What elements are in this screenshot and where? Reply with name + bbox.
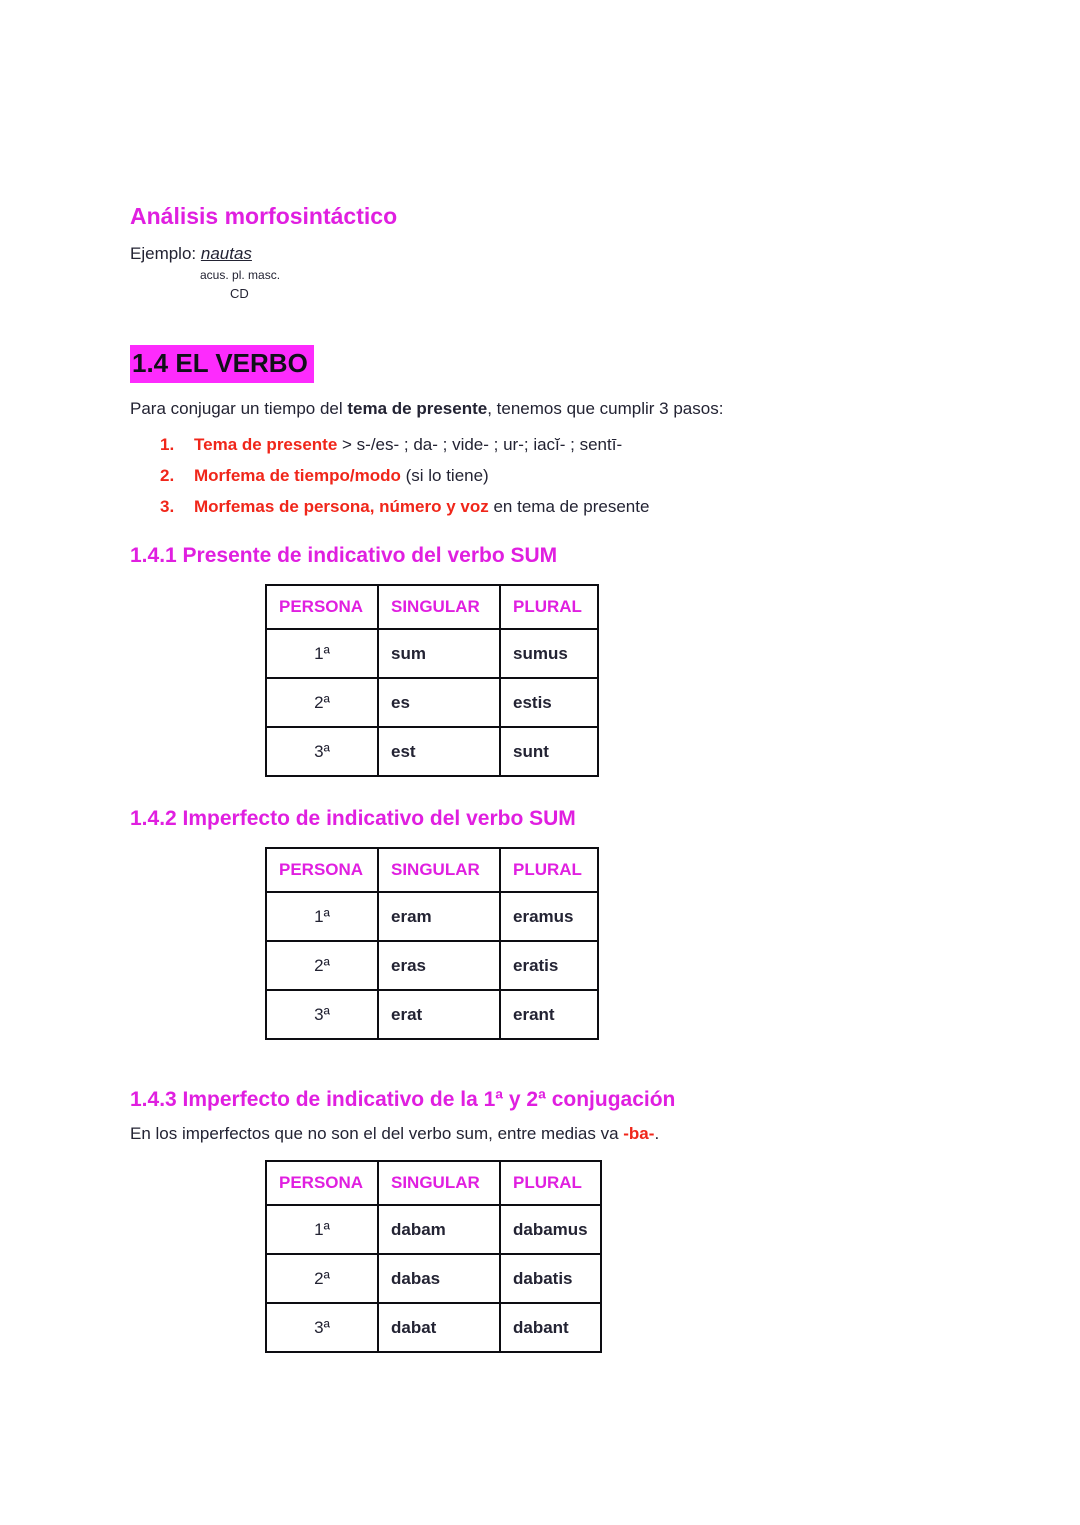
cell-person: 2ª — [266, 1254, 378, 1303]
cell-plural: sumus — [500, 629, 598, 678]
table-row — [266, 1205, 601, 1254]
header-persona: PERSONA — [266, 848, 378, 892]
cell-person: 1ª — [266, 892, 378, 941]
section-heading-highlight: 1.4 EL VERBO — [130, 345, 314, 383]
cell-plural: dabatis — [500, 1254, 601, 1303]
note-post: . — [654, 1124, 660, 1143]
cell-person: 3ª — [266, 990, 378, 1039]
step-number: 2. — [160, 466, 175, 485]
table-header-row — [266, 585, 598, 629]
step-rest: (si lo tiene) — [400, 466, 489, 485]
cell-singular: dabam — [378, 1205, 500, 1254]
header-persona: PERSONA — [266, 585, 378, 629]
table-row — [266, 941, 598, 990]
list-item — [160, 491, 1000, 522]
cell-plural: eratis — [500, 941, 598, 990]
cell-singular: eram — [378, 892, 500, 941]
header-singular: SINGULAR — [378, 1161, 500, 1205]
cell-person: 3ª — [266, 1303, 378, 1352]
note-red: -ba- — [623, 1124, 655, 1143]
list-item — [160, 429, 1000, 460]
subsection-title-141: 1.4.1 Presente de indicativo del verbo SUM — [130, 544, 558, 567]
cell-singular: dabat — [378, 1303, 500, 1352]
example-function: CD — [230, 286, 249, 301]
subsection-title-143: 1.4.3 Imperfecto de indicativo de la 1ª y 2ª conjugación — [130, 1088, 676, 1111]
intro-post: , tenemos que cumplir 3 pasos: — [487, 399, 724, 418]
cell-singular: sum — [378, 629, 500, 678]
table-row — [266, 727, 598, 776]
header-singular: SINGULAR — [378, 848, 500, 892]
table-row — [266, 990, 598, 1039]
table-header-row — [266, 848, 598, 892]
step-number: 1. — [160, 435, 175, 454]
table-row — [266, 892, 598, 941]
table-row — [266, 678, 598, 727]
subsection-title-142: 1.4.2 Imperfecto de indicativo del verbo SUM — [130, 807, 576, 830]
step-rest: en tema de presente — [488, 497, 650, 516]
cell-person: 2ª — [266, 678, 378, 727]
example-label: Ejemplo: — [130, 244, 201, 263]
section-heading-wrap — [130, 345, 1000, 383]
header-singular: SINGULAR — [378, 585, 500, 629]
step-number: 3. — [160, 497, 175, 516]
cell-plural: dabant — [500, 1303, 601, 1352]
cell-plural: eramus — [500, 892, 598, 941]
table-row — [266, 1303, 601, 1352]
cell-plural: estis — [500, 678, 598, 727]
cell-plural: dabamus — [500, 1205, 601, 1254]
cell-person: 3ª — [266, 727, 378, 776]
header-persona: PERSONA — [266, 1161, 378, 1205]
page-title: Análisis morfosintáctico — [130, 203, 398, 229]
intro-bold: tema de presente — [347, 399, 488, 418]
table-header-row — [266, 1161, 601, 1205]
cell-singular: erat — [378, 990, 500, 1039]
note-paragraph — [130, 1124, 1000, 1144]
note-pre: En los imperfectos que no son el del verbo sum, entre medias va — [130, 1124, 624, 1143]
cell-singular: est — [378, 727, 500, 776]
conjugation-table-presente-sum — [265, 584, 599, 777]
example-line — [130, 244, 1000, 264]
cell-person: 1ª — [266, 1205, 378, 1254]
step-lead: Tema de presente — [194, 435, 338, 454]
cell-singular: eras — [378, 941, 500, 990]
cell-plural: sunt — [500, 727, 598, 776]
conjugation-table-imperfecto-1-2 — [265, 1160, 602, 1353]
cell-plural: erant — [500, 990, 598, 1039]
table-row — [266, 1254, 601, 1303]
step-lead: Morfema de tiempo/modo — [194, 466, 401, 485]
cell-singular: dabas — [378, 1254, 500, 1303]
cell-person: 1ª — [266, 629, 378, 678]
intro-paragraph — [130, 399, 1000, 419]
table-row — [266, 629, 598, 678]
header-plural: PLURAL — [500, 1161, 601, 1205]
list-item — [160, 460, 1000, 491]
header-plural: PLURAL — [500, 585, 598, 629]
cell-singular: es — [378, 678, 500, 727]
header-plural: PLURAL — [500, 848, 598, 892]
intro-pre: Para conjugar un tiempo del — [130, 399, 348, 418]
step-lead: Morfemas de persona, número y voz — [194, 497, 489, 516]
steps-list — [130, 429, 1000, 522]
conjugation-table-imperfecto-sum — [265, 847, 599, 1040]
cell-person: 2ª — [266, 941, 378, 990]
example-word: nautas — [200, 244, 252, 263]
step-rest: > s-/es- ; da- ; vide- ; ur-; iacĭ- ; sentī- — [337, 435, 623, 454]
example-analysis: acus. pl. masc. — [200, 268, 281, 282]
